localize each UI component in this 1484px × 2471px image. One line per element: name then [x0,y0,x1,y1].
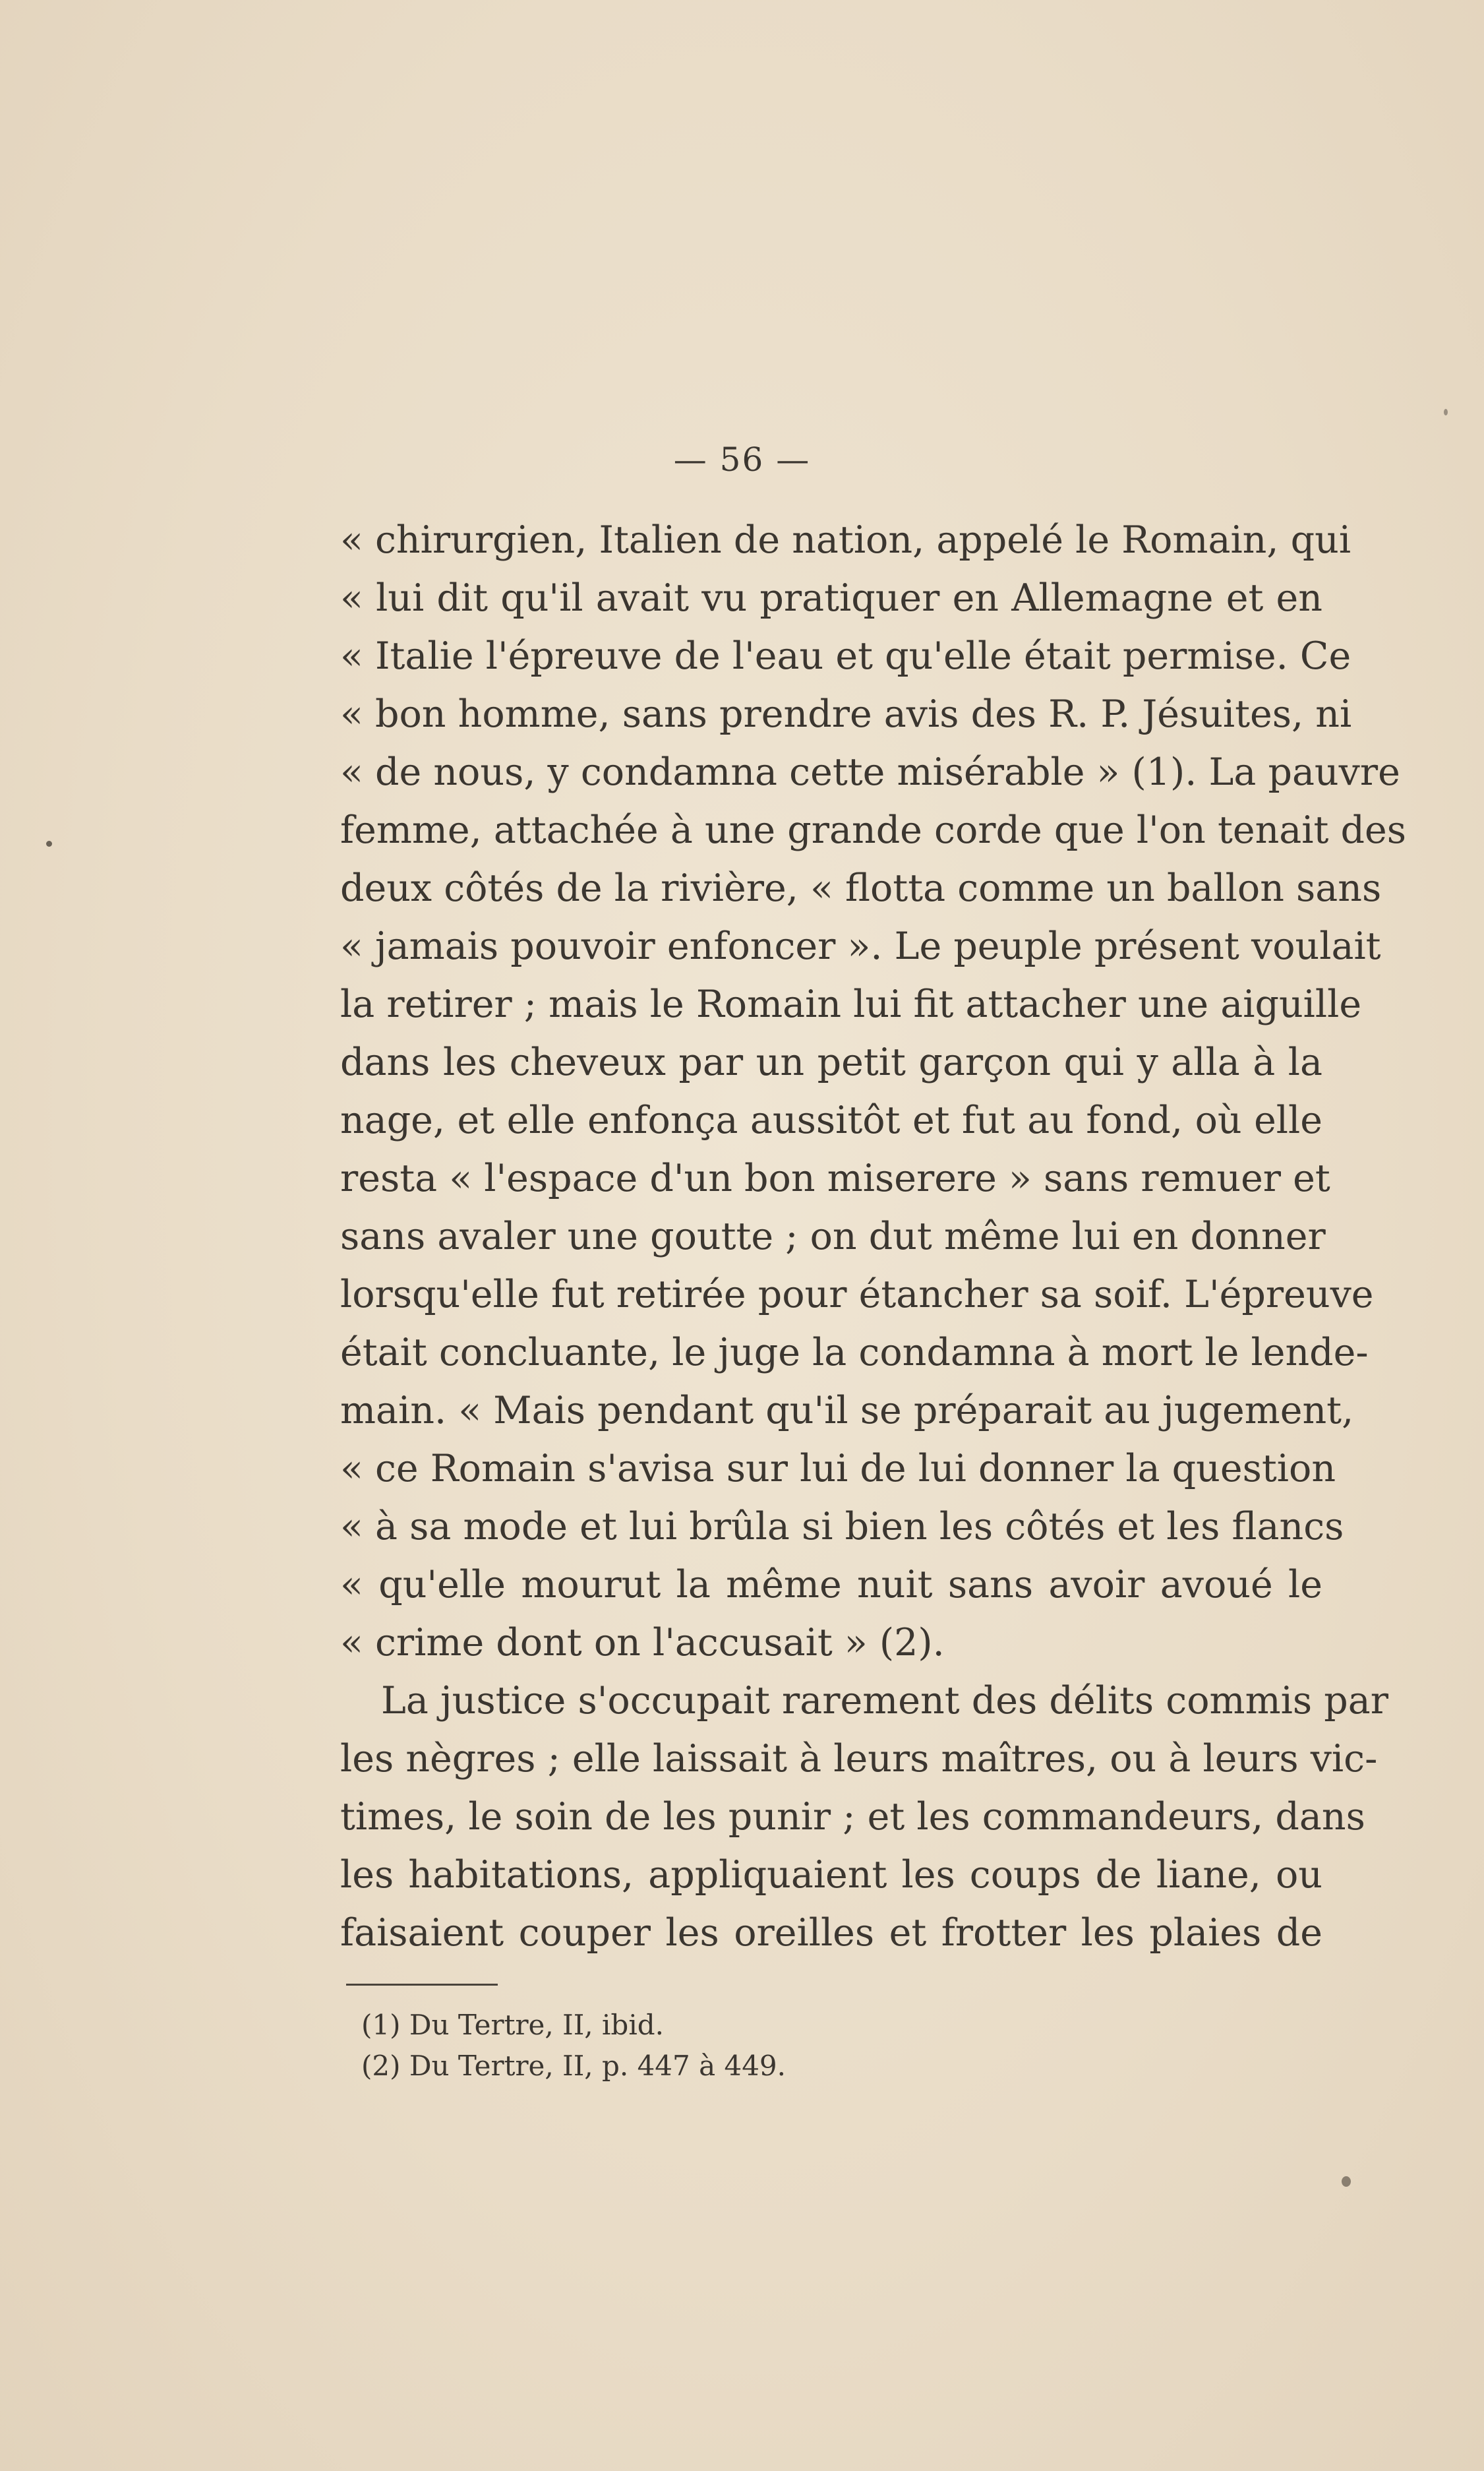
text-line: les habitations, appliquaient les coups de liane, ou [340,1853,1322,1897]
text-line: « Italie l'épreuve de l'eau et qu'elle était permise. Ce [340,634,1351,678]
text-line: main. « Mais pendant qu'il se préparait au jugement, [340,1389,1354,1432]
text-line: « ce Romain s'avisa sur lui de lui donner la question [340,1447,1336,1490]
text-line: resta « l'espace d'un bon miserere » sans remuer et [340,1157,1330,1200]
footnote-2: (2) Du Tertre, II, p. 447 à 449. [361,2050,787,2082]
footnote-divider [346,1984,498,1986]
footnotes [361,2005,955,2087]
text-line: « à sa mode et lui brûla si bien les côtés et les flancs [340,1505,1344,1548]
footnote-1: (1) Du Tertre, II, ibid. [361,2009,664,2041]
paper-speck [46,841,52,847]
text-line: « chirurgien, Italien de nation, appelé le Romain, qui [340,518,1351,562]
text-line: faisaient couper les oreilles et frotter les plaies de [340,1911,1322,1955]
paper-speck [1444,409,1448,415]
text-line: la retirer ; mais le Romain lui fit attacher une aiguille [340,983,1362,1026]
text-line: les nègres ; elle laissait à leurs maîtres, ou à leurs vic- [340,1737,1378,1781]
text-line: times, le soin de les punir ; et les commandeurs, dans [340,1795,1365,1839]
paragraph-end-line: « crime dont on l'accusait » (2). [340,1621,945,1664]
text-line: « lui dit qu'il avait vu pratiquer en Allemagne et en [340,576,1322,620]
text-line: « de nous, y condamna cette misérable » (1). La pauvre [340,750,1400,794]
text-line: dans les cheveux par un petit garçon qui y alla à la [340,1041,1322,1084]
text-line: femme, attachée à une grande corde que l'on tenait des [340,808,1407,852]
page-number: — 56 — [673,441,811,479]
text-line: deux côtés de la rivière, « flotta comme un ballon sans [340,867,1382,910]
paragraph-start-line: La justice s'occupait rarement des délits commis par [381,1679,1388,1723]
text-line: « bon homme, sans prendre avis des R. P. Jésuites, ni [340,692,1352,736]
text-line: « qu'elle mourut la même nuit sans avoir avoué le [340,1563,1322,1606]
text-line: était concluante, le juge la condamna à mort le lende- [340,1331,1369,1374]
text-line: lorsqu'elle fut retirée pour étancher sa soif. L'épreuve [340,1273,1374,1316]
text-line: « jamais pouvoir enfoncer ». Le peuple présent voulait [340,925,1381,968]
paper-speck [1342,2176,1351,2187]
text-line: nage, et elle enfonça aussitôt et fut au fond, où elle [340,1099,1322,1142]
body-text [340,511,1407,1962]
text-line: sans avaler une goutte ; on dut même lui en donner [340,1215,1326,1258]
